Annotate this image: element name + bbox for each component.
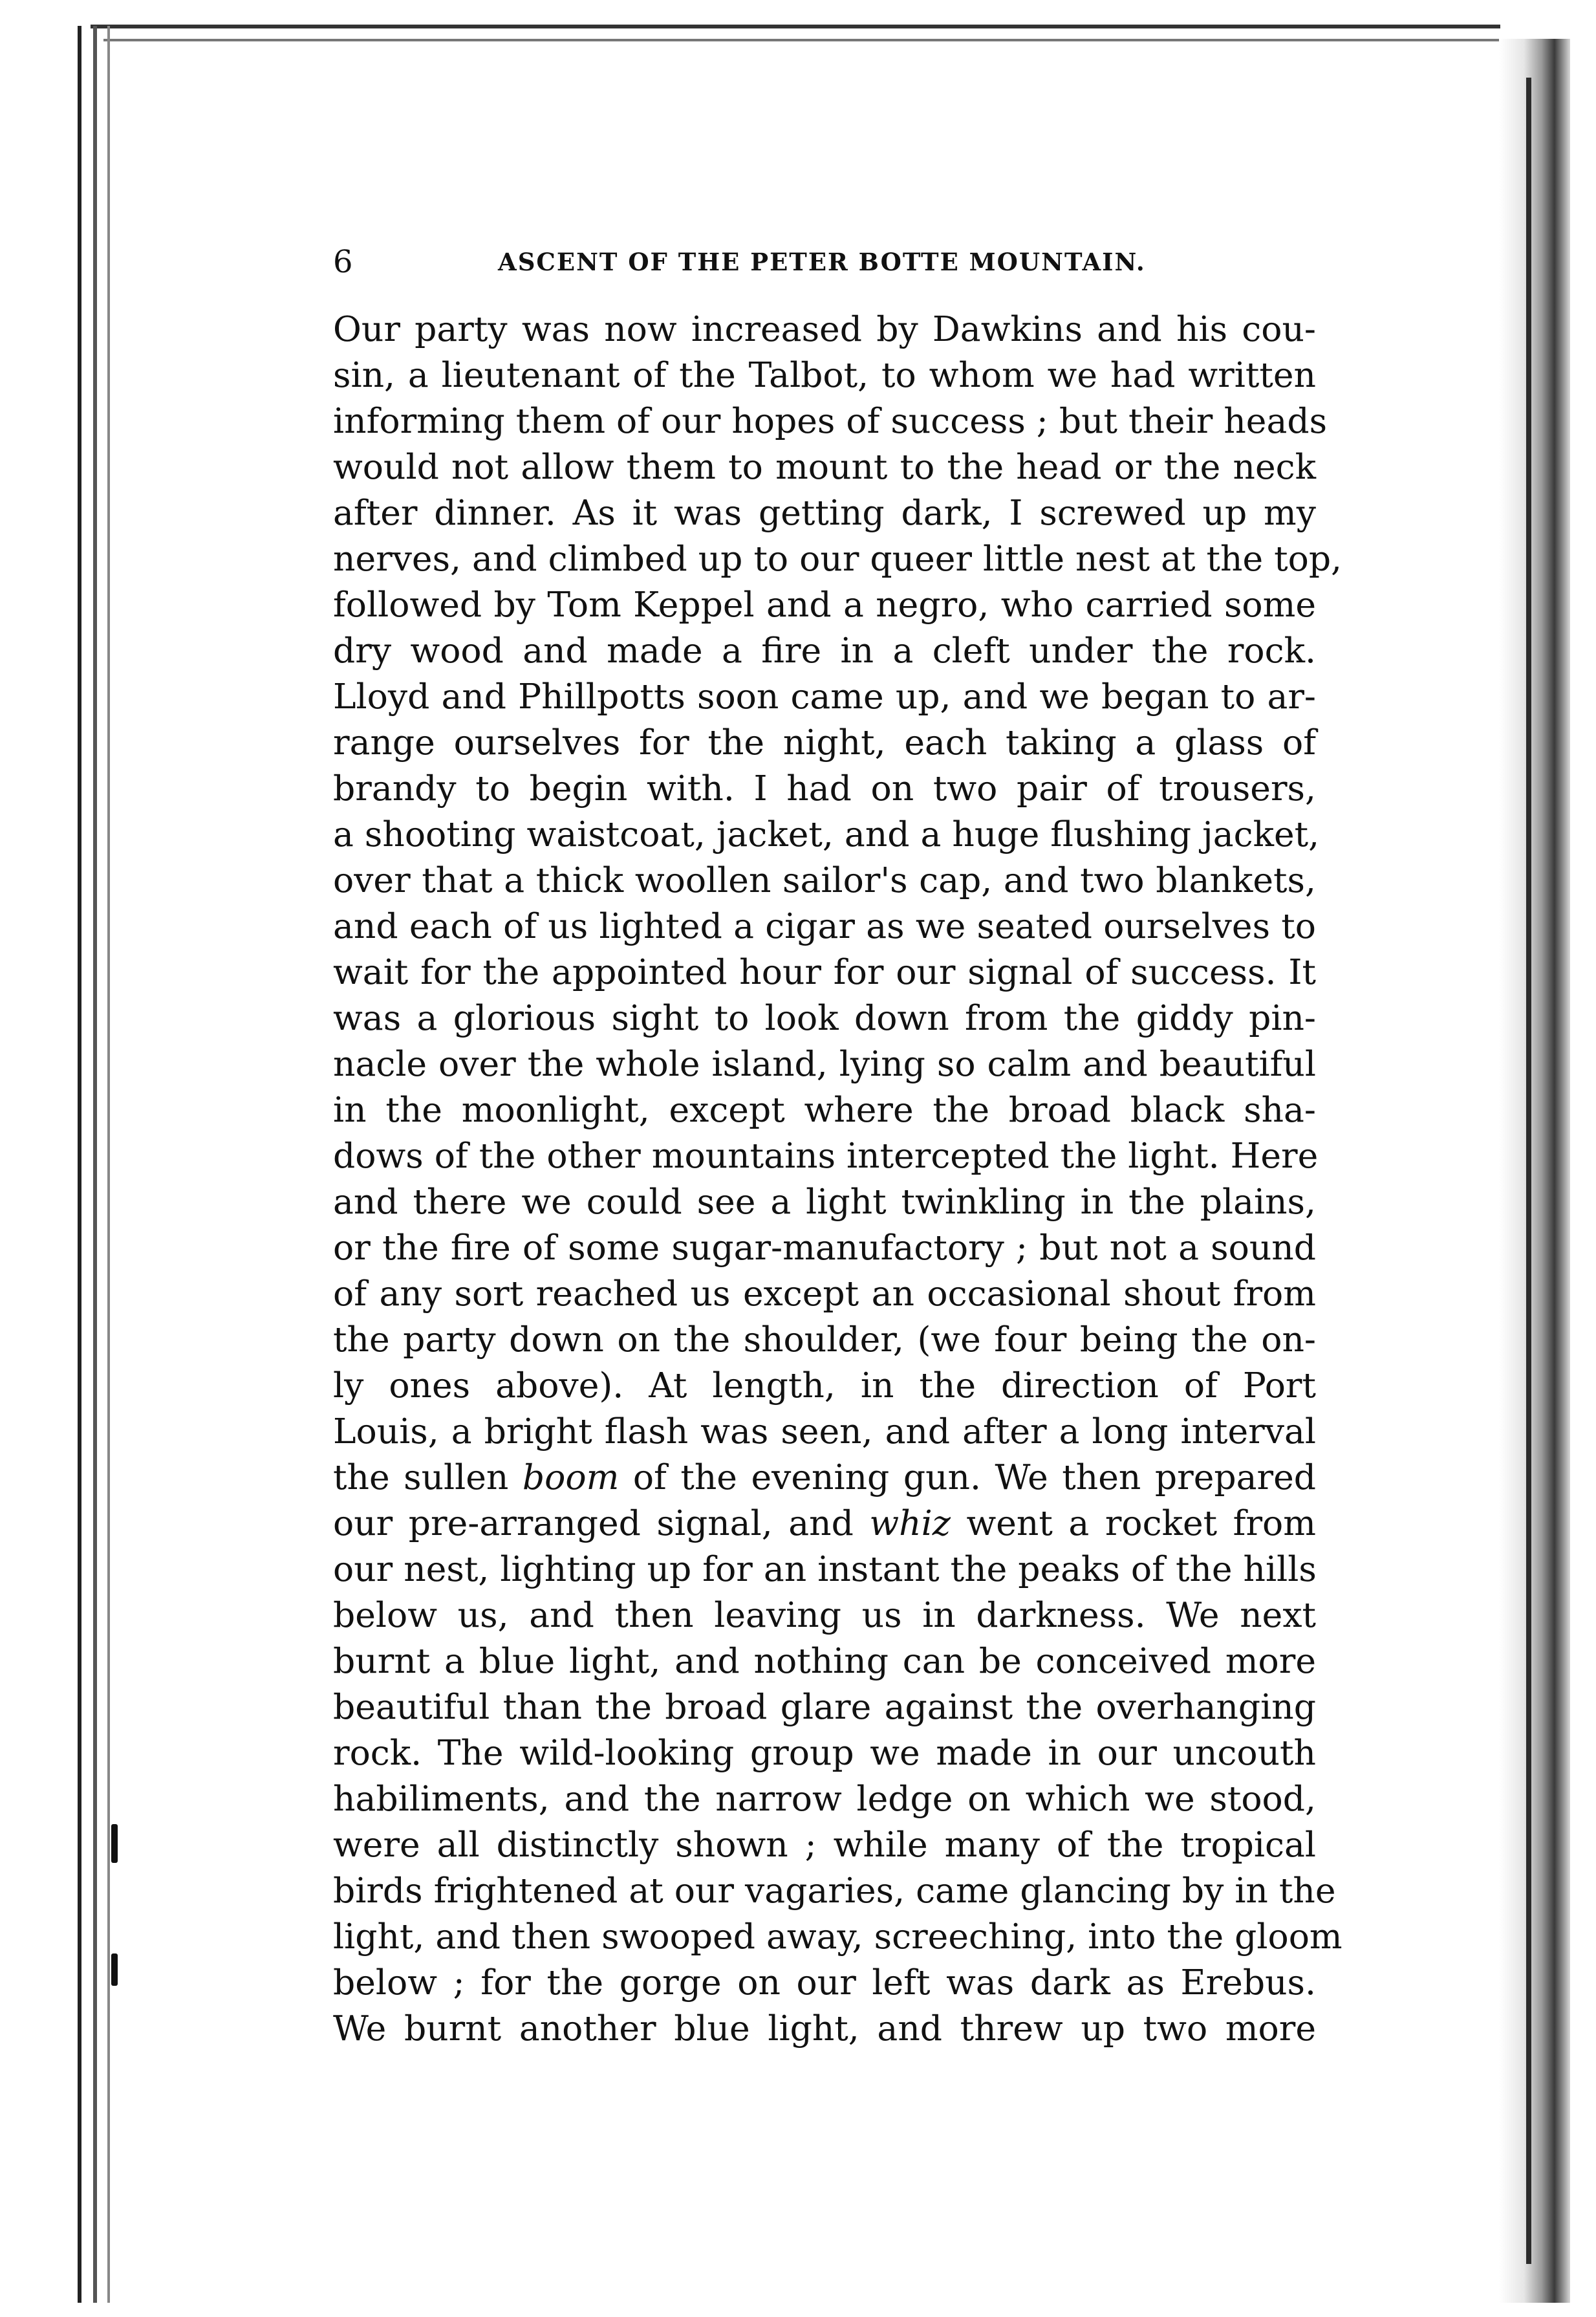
margin-mark [111,1824,118,1863]
text-line: dry wood and made a fire in a cleft under the rock. [333,630,1316,671]
page-top-edge [91,25,1500,28]
body-text [333,306,1343,2051]
text-line: our pre-arranged signal, and whiz went a rocket from [333,1503,1316,1543]
text-line: the sullen boom of the evening gun. We then prepared [333,1457,1316,1497]
text-line: informing them of our hopes of success ; but their heads [333,400,1328,441]
text-line: would not allow them to mount to the head or the neck [333,446,1316,487]
text-line: Louis, a bright flash was seen, and after a long interval [333,1411,1316,1452]
text-line: below ; for the gorge on our left was dark as Erebus. [333,1962,1316,2003]
page-number: 6 [333,244,353,280]
text-line: habiliments, and the narrow ledge on which we stood, [333,1778,1316,1819]
page-header [333,236,1154,288]
text-line: Our party was now increased by Dawkins and his cou- [333,309,1316,349]
text-line: Lloyd and Phillpotts soon came up, and we began to ar- [333,676,1316,717]
italic-word: whiz [869,1503,951,1543]
text-line: a shooting waistcoat, jacket, and a huge flushing jacket, [333,814,1320,854]
running-head: ASCENT OF THE PETER BOTTE MOUNTAIN. [498,248,1146,276]
text-line: light, and then swooped away, screeching, into the gloom [333,1916,1343,1957]
text-line: wait for the appointed hour for our signal of success. It [333,952,1316,992]
text-line: after dinner. As it was getting dark, I screwed up my [333,492,1316,533]
right-page-gutter [1499,39,1570,2303]
text-line: over that a thick woollen sailor's cap, and two blankets, [333,860,1316,900]
text-line: the party down on the shoulder, (we four being the on- [333,1319,1316,1360]
text-line: below us, and then leaving us in darkness. We next [333,1594,1316,1635]
italic-word: boom [522,1457,620,1497]
text-line: our nest, lighting up for an instant the peaks of the hills [333,1549,1317,1589]
text-line: nerves, and climbed up to our queer little nest at the top, [333,538,1343,579]
text-line: nacle over the whole island, lying so calm and beautiful [333,1043,1316,1084]
text-line: brandy to begin with. I had on two pair of trousers, [333,768,1316,809]
page-top-edge-inner [103,39,1500,41]
text-line: beautiful than the broad glare against the overhanging [333,1686,1316,1727]
text-line: burnt a blue light, and nothing can be conceived more [333,1640,1316,1681]
text-line: We burnt another blue light, and threw up two more [333,2008,1316,2049]
text-line: rock. The wild-looking group we made in our uncouth [333,1732,1316,1773]
text-line: ly ones above). At length, in the direction of Port [333,1365,1316,1406]
text-line: were all distinctly shown ; while many of the tropical [333,1824,1316,1865]
margin-mark [111,1953,118,1986]
text-line: was a glorious sight to look down from the giddy pin- [333,997,1316,1038]
text-line: and each of us lighted a cigar as we seated ourselves to [333,906,1316,946]
text-line: birds frightened at our vagaries, came glancing by in the [333,1870,1336,1911]
text-line: of any sort reached us except an occasional shout from [333,1273,1316,1314]
text-line: and there we could see a light twinkling in the plains, [333,1181,1316,1222]
text-line: sin, a lieutenant of the Talbot, to whom we had written [333,354,1316,395]
text-line: dows of the other mountains intercepted the light. Here [333,1135,1319,1176]
right-page-edge-line [1526,78,1531,2264]
text-line: in the moonlight, except where the broad black sha- [333,1089,1316,1130]
text-line: followed by Tom Keppel and a negro, who carried some [333,584,1316,625]
text-line: or the fire of some sugar-manufactory ; but not a sound [333,1227,1316,1268]
book-spine-edge [78,26,129,2303]
text-line: range ourselves for the night, each taking a glass of [333,722,1316,763]
